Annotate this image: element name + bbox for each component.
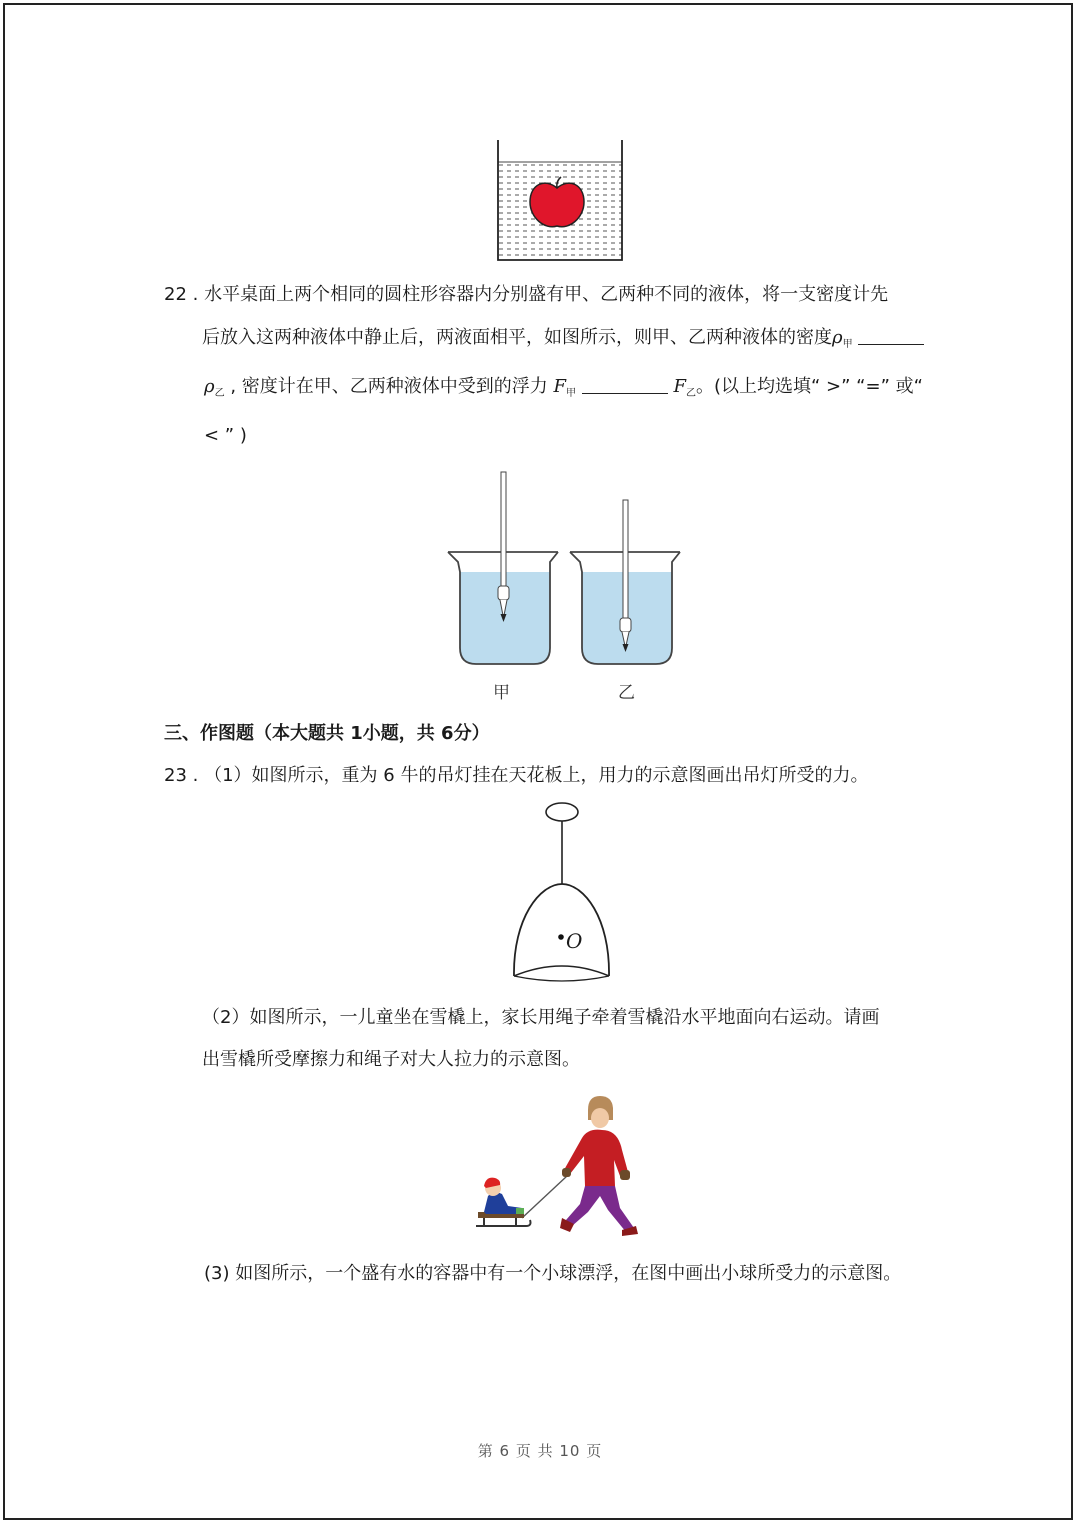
center-of-gravity-point: [558, 934, 564, 940]
sled-rope: [522, 1176, 567, 1218]
apple-container-figure: [490, 138, 630, 264]
adult-pants: [566, 1186, 634, 1232]
q22-text-line3-end: 。(以上均选填“ >” “=” 或“: [695, 376, 923, 397]
blank-density[interactable]: [858, 326, 924, 345]
q22-text-line2: 后放入这两种液体中静止后，两液面相平，如图所示，则甲、乙两种液体的密度: [202, 327, 832, 348]
adult-face: [591, 1108, 609, 1128]
adult-glove-right: [620, 1170, 630, 1180]
ceiling-hook: [546, 803, 578, 821]
hydrometer-beakers-figure: [440, 468, 685, 672]
adult-glove-left: [562, 1168, 571, 1177]
q22-line1: [164, 283, 888, 307]
beaker-label-yi: 乙: [618, 683, 635, 703]
point-o-label: O: [566, 929, 583, 953]
rho-yi-subscript: 乙: [214, 388, 225, 399]
hydrometer-jia-bulb: [498, 586, 509, 600]
q22-text-line3: , 密度计在甲、乙两种液体中受到的浮力: [230, 376, 548, 397]
f-yi-subscript: 乙: [685, 388, 696, 399]
q23-part2-line2: 出雪橇所受摩擦力和绳子对大人拉力的示意图。: [202, 1049, 580, 1070]
q22-line3: [204, 375, 923, 402]
hydrometer-yi-bulb: [620, 618, 631, 632]
lamp-shade: [514, 884, 609, 976]
beaker-label-jia: 甲: [493, 683, 510, 703]
rho-jia-symbol: ρ: [832, 327, 843, 348]
f-jia-symbol: F: [553, 376, 567, 397]
child-mitten: [503, 1189, 509, 1195]
hydrometer-jia-stem: [501, 472, 506, 586]
q23-part3: (3) 如图所示，一个盛有水的容器中有一个小球漂浮，在图中画出小球所受力的示意图。: [204, 1263, 902, 1284]
page-number: 第 6 页 共 10 页: [477, 1442, 603, 1460]
q23-number: 23 .: [164, 765, 199, 786]
blank-buoyancy[interactable]: [582, 375, 668, 394]
q22-line2: [202, 326, 924, 353]
hanging-lamp-figure: [505, 798, 620, 988]
apple: [530, 183, 584, 227]
q23-part1: [164, 764, 868, 788]
child-boot: [516, 1208, 524, 1214]
rho-jia-subscript: 甲: [842, 339, 853, 350]
f-jia-subscript: 甲: [566, 388, 577, 399]
rho-yi-symbol: ρ: [204, 376, 215, 397]
adult-jacket: [564, 1130, 628, 1186]
q23-part1-text: （1）如图所示，重为 6 牛的吊灯挂在天花板上，用力的示意图画出吊灯所受的力。: [204, 765, 869, 786]
q22-line4: < ” ): [204, 425, 247, 446]
hydrometer-yi-stem: [623, 500, 628, 618]
f-yi-symbol: F: [673, 376, 686, 397]
q23-part2-line1: （2）如图所示，一儿童坐在雪橇上，家长用绳子牵着雪橇沿水平地面向右运动。请画: [202, 1007, 880, 1028]
q22-number: 22 .: [164, 284, 199, 305]
q22-text-line1: 水平桌面上两个相同的圆柱形容器内分别盛有甲、乙两种不同的液体，将一支密度计先: [204, 284, 889, 305]
lamp-opening-top: [514, 966, 609, 976]
lamp-opening-bottom: [514, 976, 609, 981]
sled-scene-figure: [470, 1090, 645, 1240]
section3-title: 三、作图题（本大题共 1小题，共 6分）: [164, 723, 490, 744]
